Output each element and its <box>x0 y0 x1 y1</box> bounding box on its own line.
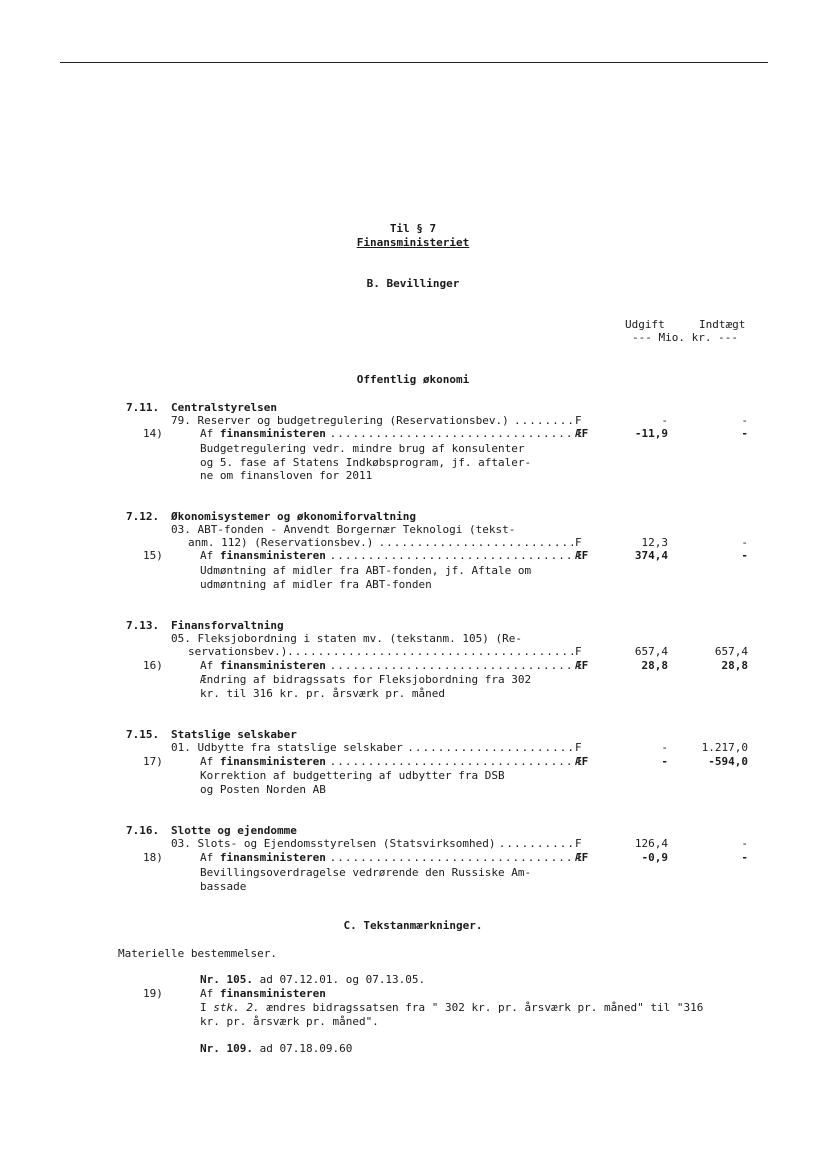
af-indtaegt-value: 28,8 <box>721 659 748 672</box>
note-number: 15) <box>143 549 163 562</box>
text-note-body: I stk. 2. ændres bidragssatsen fra " 302 kr. pr. årsværk pr. måned" til "316 <box>200 1001 704 1014</box>
udgift-value: 12,3 <box>641 536 668 549</box>
text-note-105-ref: Nr. 105. ad 07.12.01. og 07.13.05. <box>200 973 426 986</box>
account-line-first: 03. ABT-fonden - Anvendt Borgernær Teknologi (tekst- <box>171 523 516 536</box>
description-line: udmøntning af midler fra ABT-fonden <box>200 578 432 591</box>
af-code: ÆF <box>575 755 589 768</box>
indtaegt-value: 1.217,0 <box>701 741 748 754</box>
description-line: Bevillingsoverdragelse vedrørende den Russiske Am- <box>200 866 532 879</box>
description-line: ne om finansloven for 2011 <box>200 469 373 482</box>
section-title: Statslige selskaber <box>171 728 297 741</box>
af-line: Af finansministeren ..... <box>200 851 573 864</box>
col-udgift-header: Udgift <box>625 318 665 331</box>
text-note-109-ref: Nr. 109. ad 07.18.09.60 <box>200 1042 353 1055</box>
af-line: Af finansministeren <box>200 987 326 1000</box>
description-line: og Posten Norden AB <box>200 783 326 796</box>
note-number: 18) <box>143 851 163 864</box>
account-code: F <box>575 837 582 850</box>
udgift-value: - <box>661 414 668 427</box>
account-code: F <box>575 414 582 427</box>
af-indtaegt-value: - <box>741 851 748 864</box>
af-line: Af finansministeren ..... <box>200 659 573 672</box>
unit-header: --- Mio. kr. --- <box>632 331 738 344</box>
section-title: Centralstyrelsen <box>171 401 277 414</box>
af-line: Af finansministeren ..... <box>200 549 573 562</box>
section-number: 7.15. <box>126 728 160 741</box>
note-number: 16) <box>143 659 163 672</box>
description-line: Budgetregulering vedr. mindre brug af konsulenter <box>200 442 525 455</box>
description-line: bassade <box>200 880 247 893</box>
af-code: ÆF <box>575 427 589 440</box>
account-line-first: 05. Fleksjobordning i staten mv. (tekstanm. 105) (Re- <box>171 632 522 645</box>
af-udgift-value: -0,9 <box>641 851 668 864</box>
section-title: Slotte og ejendomme <box>171 824 297 837</box>
description-line: Ændring af bidragssats for Fleksjobordning fra 302 <box>200 673 532 686</box>
af-udgift-value: - <box>661 755 668 768</box>
text-note-body: kr. pr. årsværk pr. måned". <box>200 1015 379 1028</box>
udgift-value: 657,4 <box>634 645 668 658</box>
note-number: 14) <box>143 427 163 440</box>
indtaegt-value: - <box>741 837 748 850</box>
paragraph-heading: Til § 7 <box>389 222 437 235</box>
indtaegt-value: - <box>741 414 748 427</box>
section-number: 7.16. <box>126 824 160 837</box>
section-number: 7.11. <box>126 401 160 414</box>
section-c-subtitle: Materielle bestemmelser. <box>118 947 277 960</box>
description-line: og 5. fase af Statens Indkøbsprogram, jf. aftaler- <box>200 456 532 469</box>
account-line: 01. Udbytte fra statslige selskaber ..... <box>171 741 573 754</box>
account-code: F <box>575 536 582 549</box>
area-heading: Offentlig økonomi <box>356 373 470 386</box>
col-indtaegt-header: Indtægt <box>699 318 746 331</box>
udgift-value: 126,4 <box>634 837 668 850</box>
account-code: F <box>575 645 582 658</box>
section-title: Økonomisystemer og økonomiforvaltning <box>171 510 417 523</box>
account-line: anm. 112) (Reservationsbev.) ..... <box>188 536 573 549</box>
af-indtaegt-value: - <box>741 549 748 562</box>
af-udgift-value: 28,8 <box>641 659 668 672</box>
af-udgift-value: 374,4 <box>634 549 668 562</box>
af-code: ÆF <box>575 851 589 864</box>
af-udgift-value: -11,9 <box>634 427 668 440</box>
top-rule <box>60 62 768 63</box>
account-line: servationsbev.) ..... <box>188 645 573 658</box>
section-number: 7.12. <box>126 510 160 523</box>
description-line: Korrektion af budgettering af udbytter fra DSB <box>200 769 505 782</box>
note-number: 17) <box>143 755 163 768</box>
account-line: 03. Slots- og Ejendomsstyrelsen (Statsvirksomhed) ..... <box>171 837 573 850</box>
description-line: kr. til 316 kr. pr. årsværk pr. måned <box>200 687 446 700</box>
section-number: 7.13. <box>126 619 160 632</box>
indtaegt-value: - <box>741 536 748 549</box>
af-code: ÆF <box>575 659 589 672</box>
account-code: F <box>575 741 582 754</box>
description-line: Udmøntning af midler fra ABT-fonden, jf. Aftale om <box>200 564 532 577</box>
ministry-heading: Finansministeriet <box>356 236 470 249</box>
account-line: 79. Reserver og budgetregulering (Reservationsbev.) ..... <box>171 414 573 427</box>
section-title: Finansforvaltning <box>171 619 284 632</box>
af-code: ÆF <box>575 549 589 562</box>
af-line: Af finansministeren ..... <box>200 755 573 768</box>
af-indtaegt-value: - <box>741 427 748 440</box>
section-c-heading: C. Tekstanmærkninger. <box>343 919 483 932</box>
udgift-value: - <box>661 741 668 754</box>
af-line: Af finansministeren ..... <box>200 427 573 440</box>
af-indtaegt-value: -594,0 <box>708 755 748 768</box>
indtaegt-value: 657,4 <box>714 645 748 658</box>
note-number: 19) <box>143 987 163 1000</box>
section-b-heading: B. Bevillinger <box>366 277 460 290</box>
